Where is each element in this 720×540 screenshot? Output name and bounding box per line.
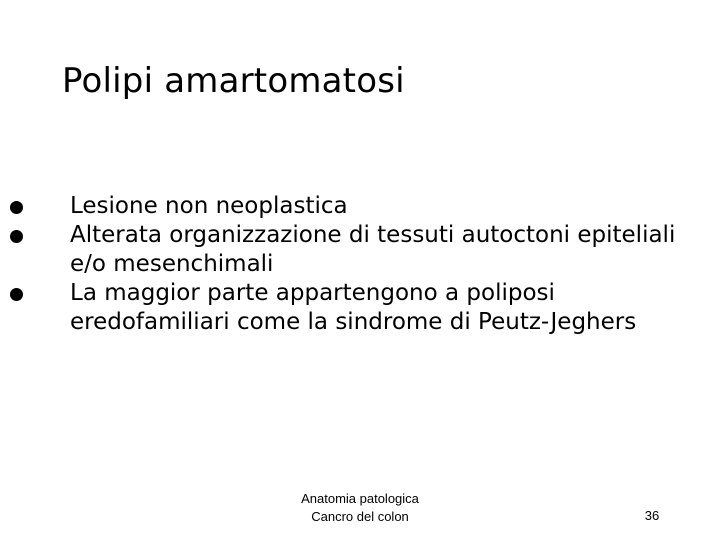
- bullet-item: [0, 221, 700, 279]
- footer-topic: Cancro del colon: [311, 509, 409, 524]
- footer-course-name: Anatomia patologica: [301, 491, 419, 506]
- slide-number: 36: [644, 508, 660, 523]
- bullet-list: [0, 192, 700, 337]
- round-bullet-icon: [10, 201, 23, 214]
- footer-caption: [250, 490, 470, 526]
- slide-title: Polipi amartomatosi: [62, 61, 405, 101]
- bullet-text: Lesione non neoplastica: [70, 193, 348, 219]
- bullet-text: Alterata organizzazione di tessuti autoctoni epiteliali e/o mesenchimali: [70, 222, 676, 277]
- bullet-item: [0, 192, 700, 221]
- round-bullet-icon: [10, 288, 23, 301]
- bullet-text: La maggior parte appartengono a poliposi eredofamiliari come la sindrome di Peutz-Jeghers: [70, 280, 637, 335]
- bullet-item: [0, 279, 700, 337]
- round-bullet-icon: [10, 230, 23, 243]
